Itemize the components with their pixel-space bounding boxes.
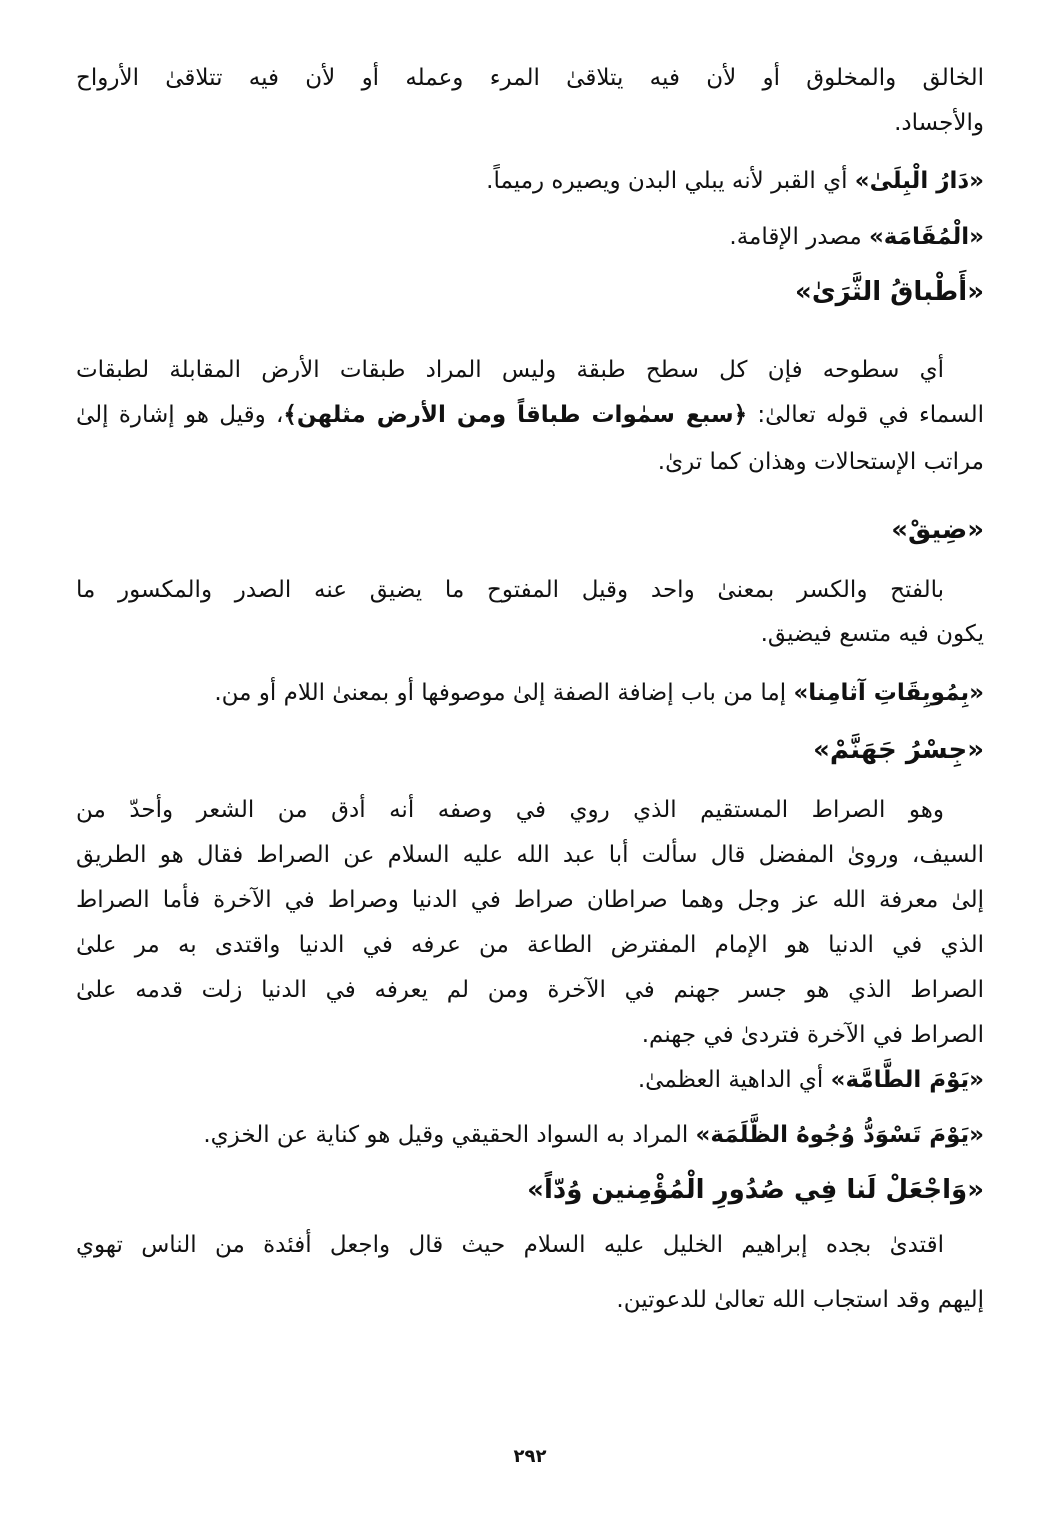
bold-term: «دَارُ الْبِلَىٰ» <box>854 168 984 194</box>
text-line <box>76 923 984 967</box>
text-segment: المراد به السواد الحقيقي وقيل هو كناية عن الخزي. <box>203 1122 696 1148</box>
text-line <box>76 878 984 922</box>
bold-term: «بِمُوبِقَاتِ آثامِنا» <box>793 680 984 706</box>
bold-term: ﴿سبع سمٰوات طباقاً ومن الأرض مثلهن﴾ <box>283 402 748 428</box>
term-heading <box>76 1168 984 1212</box>
text-line <box>76 833 984 877</box>
text-segment: مراتب الإستحالات وهذان كما ترىٰ. <box>657 449 984 475</box>
text-segment: أي سطوحه فإن كل سطح طبقة وليس المراد طبقات الأرض المقابلة لطبقات <box>76 357 944 383</box>
text-segment: والأجساد. <box>894 110 984 136</box>
page-number: ٢٩٢ <box>513 1446 547 1467</box>
bold-term: «يَوْمَ تَسْوَدُّ وُجُوهُ الظَّلَمَة» <box>695 1122 984 1148</box>
text-segment: السماء في قوله تعالىٰ: <box>747 402 985 428</box>
bold-term: «يَوْمَ الطَّامَّة» <box>830 1067 984 1093</box>
bold-term: «وَاجْعَلْ لَنا فِي صُدُورِ الْمُؤْمِنين وُدّاً» <box>527 1175 984 1205</box>
text-segment: الذي في الدنيا هو الإمام المفترض الطاعة من عرفه في الدنيا واقتدى به مر علىٰ <box>76 932 984 958</box>
text-segment: أي القبر لأنه يبلي البدن ويصيره رميماً. <box>486 168 855 194</box>
text-line <box>76 101 984 145</box>
text-segment: إما من باب إضافة الصفة إلىٰ موصوفها أو بمعنىٰ اللام أو من. <box>214 680 794 706</box>
text-line <box>76 1278 984 1322</box>
text-line <box>76 440 984 484</box>
text-line <box>76 348 984 392</box>
text-line <box>76 968 984 1012</box>
text-segment: يكون فيه متسع فيضيق. <box>760 621 984 647</box>
text-segment: وهو الصراط المستقيم الذي روي في وصفه أنه أدق من الشعر وأحدّ من <box>76 797 944 823</box>
bold-term: «الْمُقَامَة» <box>868 224 984 250</box>
term-heading <box>76 728 984 772</box>
text-segment: بالفتح والكسر بمعنىٰ واحد وقيل المفتوح ما يضيق عنه الصدر والمكسور ما <box>76 577 944 603</box>
term-heading <box>76 508 984 552</box>
text-line <box>76 1223 984 1267</box>
text-line <box>76 393 984 437</box>
text-segment: إليهم وقد استجاب الله تعالىٰ للدعوتين. <box>616 1287 984 1313</box>
term-heading <box>76 270 984 314</box>
bold-term: «جِسْرُ جَهَنَّمْ» <box>813 735 984 765</box>
text-line <box>76 1058 984 1102</box>
text-line <box>76 1113 984 1157</box>
text-segment: مصدر الإقامة. <box>729 224 869 250</box>
text-segment: الصراط الذي هو جسر جهنم في الآخرة ومن لم يعرفه في الدنيا زلت قدمه علىٰ <box>76 977 984 1003</box>
text-line <box>76 215 984 259</box>
text-line <box>76 56 984 100</box>
text-line <box>76 612 984 656</box>
text-segment: أي الداهية العظمىٰ. <box>637 1067 831 1093</box>
text-segment: الخالق والمخلوق أو لأن فيه يتلاقىٰ المرء وعمله أو لأن فيه تتلاقىٰ الأرواح <box>76 65 984 91</box>
text-line <box>76 159 984 203</box>
text-line <box>76 671 984 715</box>
bold-term: «ضِيقْ» <box>891 515 984 545</box>
text-line <box>76 568 984 612</box>
text-segment: الصراط في الآخرة فتردىٰ في جهنم. <box>641 1022 984 1048</box>
text-line <box>76 1013 984 1057</box>
bold-term: «أَطْباقُ الثَّرَىٰ» <box>795 277 984 307</box>
text-line <box>76 788 984 832</box>
text-segment: السيف، وروىٰ المفضل قال سألت أبا عبد الله عليه السلام عن الصراط فقال هو الطريق <box>76 842 984 868</box>
text-segment: ، وقيل هو إشارة إلىٰ <box>76 402 284 428</box>
text-segment: اقتدىٰ بجده إبراهيم الخليل عليه السلام حيث قال واجعل أفئدة من الناس تهوي <box>76 1232 944 1258</box>
text-segment: إلىٰ معرفة الله عز وجل وهما صراطان صراط في الدنيا وصراط في الآخرة فأما الصراط <box>76 887 984 913</box>
